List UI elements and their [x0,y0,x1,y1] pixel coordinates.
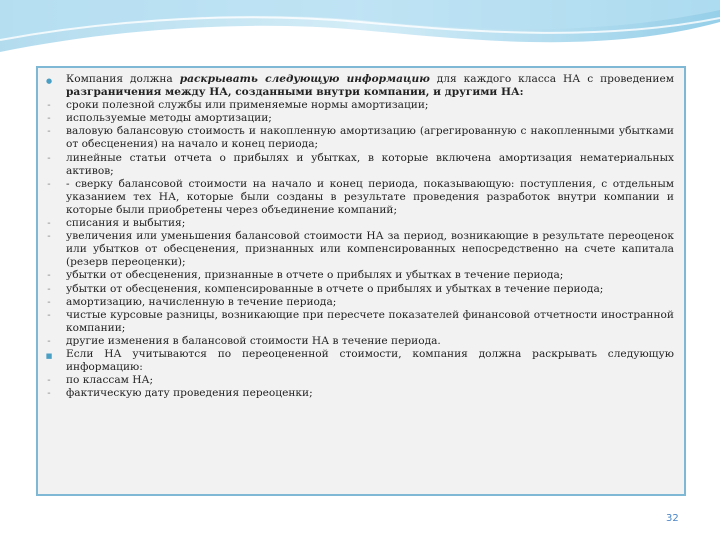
list-item [38,125,684,151]
list-item [38,230,684,269]
list-item [38,335,684,348]
dash-marker-icon: - [47,388,51,400]
dash-marker-icon: - [47,113,51,125]
square-bullet-icon: ■ [45,351,53,360]
list-item [38,112,684,125]
content-panel [36,66,686,496]
item-text: амортизацию, начисленную в течение периода; [66,295,337,308]
list-item [38,283,684,296]
dash-marker-icon: - [47,100,51,112]
dash-marker-icon: - [47,231,51,243]
item-text: разграничения между НА, созданными внутри компании, и другими НА: [66,86,524,99]
list-item [38,152,684,178]
dash-marker-icon: - [47,270,51,282]
dash-marker-icon: - [47,178,51,190]
bullet-list [38,73,684,400]
dash-marker-icon: - [47,335,51,347]
round-bullet-icon: ● [45,77,53,85]
list-item [38,73,684,99]
list-item [38,178,684,217]
item-text: для каждого класса НА с проведением [429,73,674,85]
item-text: по классам НА; [66,374,154,387]
dash-marker-icon: - [47,152,51,164]
item-text: фактическую дату проведения переоценки; [66,387,313,400]
dash-marker-icon: - [47,283,51,295]
dash-marker-icon: - [47,309,51,321]
item-text: используемые методы амортизации; [66,112,272,125]
item-text: списания и выбытия; [66,217,186,230]
item-text: сроки полезной службы или применяемые нормы амортизации; [66,99,429,112]
list-item [38,387,684,400]
page-number: 32 [666,513,679,524]
item-text: другие изменения в балансовой стоимости НА в течение периода. [66,334,441,347]
item-text: валовую балансовую стоимость и накопленную амортизацию (агрегированную с накопленными убытками от обесценения) на начало и конец периода; [66,125,674,151]
item-text: - сверку балансовой стоимости на начало и конец периода, показывающую: поступления, с отдельным указанием тех НА, которые были созданы в результате проведения разработок внутри компании и которые были приобретены через объединение компаний; [66,177,674,216]
list-item [38,296,684,309]
item-text: убытки от обесценения, компенсированные в отчете о прибылях и убытках в течение периода; [66,282,604,295]
list-item [38,348,684,374]
list-item [38,99,684,112]
list-item [38,374,684,387]
dash-marker-icon: - [47,218,51,230]
item-text: Компания должна [66,73,180,85]
dash-marker-icon: - [47,126,51,138]
header-wave-decoration [0,0,720,60]
list-item [38,309,684,335]
item-text: увеличения или уменьшения балансовой стоимости НА за период, возникающие в результате переоценок или убытков от обесценения, признанных или компенсированных непосредственно на счете капитала (резерв переоценки); [66,230,674,269]
dash-marker-icon: - [47,296,51,308]
dash-marker-icon: - [47,375,51,387]
item-text: раскрывать следующую информацию [179,73,430,85]
list-item [38,269,684,282]
item-text: линейные статьи отчета о прибылях и убытках, в которые включена амортизация нематериальных активов; [66,151,674,177]
list-item [38,217,684,230]
item-text: Если НА учитываются по переоцененной стоимости, компания должна раскрывать следующую информацию: [66,347,674,374]
item-text: убытки от обесценения, признанные в отчете о прибылях и убытках в течение периода; [66,269,564,282]
item-text: чистые курсовые разницы, возникающие при пересчете показателей финансовой отчетности иностранной компании; [66,308,674,334]
